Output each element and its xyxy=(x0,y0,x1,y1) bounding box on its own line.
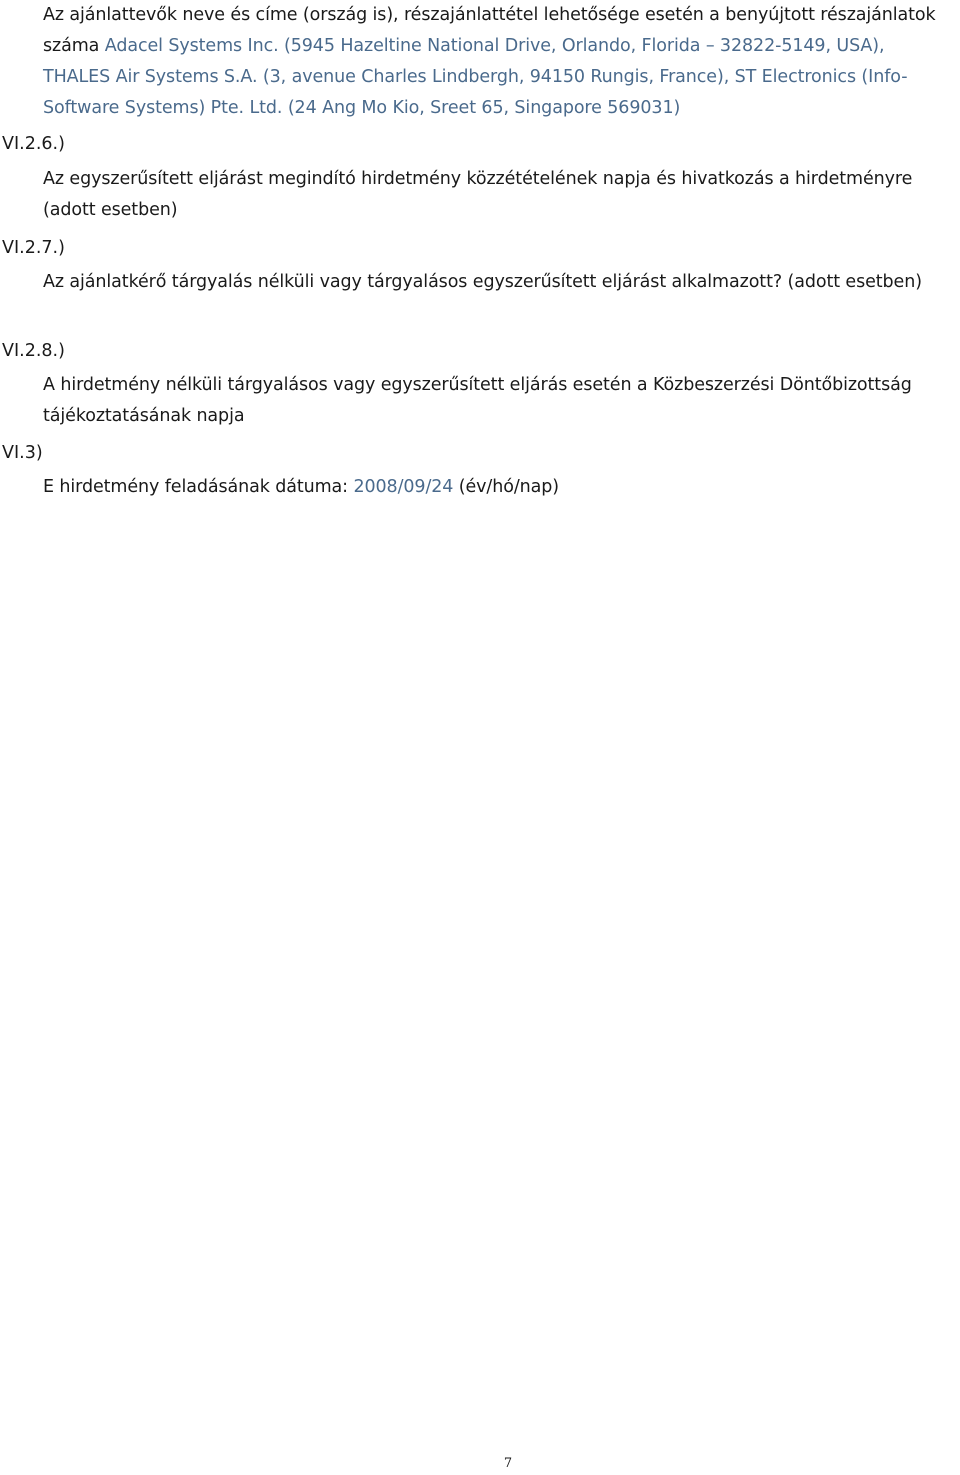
section-vi-3-text xyxy=(43,472,953,503)
section-vi-2-7-label: VI.2.7.) xyxy=(2,238,65,258)
section-vi-2-8-text: A hirdetmény nélküli tárgyalásos vagy egyszerűsített eljárás esetén a Közbeszerzési Döntőbizottság tájékoztatásának napja xyxy=(43,375,912,426)
dispatch-date-value: 2008/09/24 xyxy=(353,477,454,497)
section-vi-2-8-label: VI.2.8.) xyxy=(2,341,65,361)
section-vi-2-7-text: Az ajánlatkérő tárgyalás nélküli vagy tárgyalásos egyszerűsített eljárást alkalmazott? (adott esetben) xyxy=(43,272,922,292)
section-vi-2-5-value: Adacel Systems Inc. (5945 Hazeltine National Drive, Orlando, Florida – 32822-5149, USA), THALES Air Systems S.A. (3, avenue Charles Lindbergh, 94150 Rungis, France), ST Electronics (Info-Software Systems) Pte. Ltd. (24 Ang Mo Kio, Sreet 65, Singapore 569031) xyxy=(43,36,908,118)
dispatch-date-label: E hirdetmény feladásának dátuma: xyxy=(43,477,354,497)
section-vi-2-6-label: VI.2.6.) xyxy=(2,134,65,154)
section-vi-2-6-text: Az egyszerűsített eljárást megindító hirdetmény közzétételének napja és hivatkozás a hirdetményre (adott esetben) xyxy=(43,169,913,220)
page-number: 7 xyxy=(503,1456,513,1471)
section-vi-2-5 xyxy=(43,0,953,124)
dispatch-date-format: (év/hó/nap) xyxy=(453,477,559,497)
section-vi-3-label: VI.3) xyxy=(2,443,43,463)
section-vi-2-5-text: Az ajánlattevők neve és címe (ország is), részajánlattétel lehetősége esetén a benyújtott részajánlatok száma xyxy=(43,5,936,56)
